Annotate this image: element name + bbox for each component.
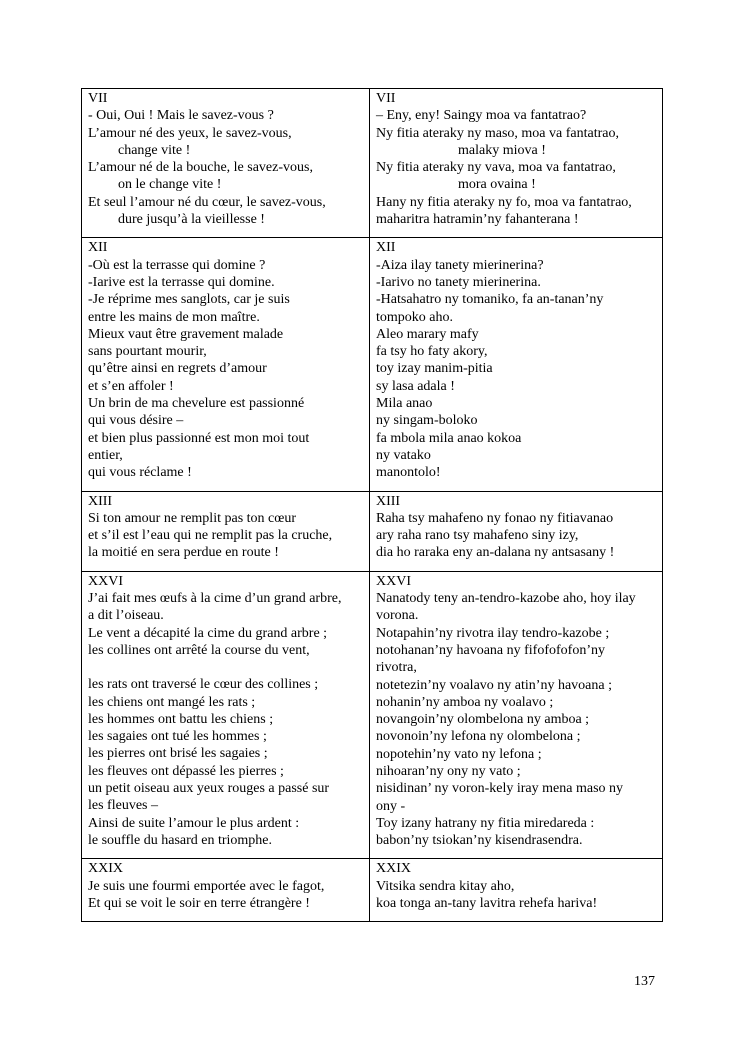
verse-line: L’amour né des yeux, le savez-vous,: [88, 125, 292, 141]
verse-line: Ainsi de suite l’amour le plus ardent :: [88, 815, 300, 831]
french-stanza-cell: [82, 238, 370, 491]
verse-line: sans pourtant mourir,: [88, 344, 207, 360]
stanza-number: XII: [376, 240, 396, 256]
verse-line: et bien plus passionné est mon moi tout: [88, 430, 310, 446]
stanza-number: XXVI: [376, 573, 411, 589]
verse-line: Raha tsy mahafeno ny fonao ny fitiavanao: [376, 510, 614, 526]
poem-table-body: [82, 89, 663, 922]
stanza-number: XXVI: [88, 573, 123, 589]
verse-line: les chiens ont mangé les rats ;: [88, 694, 256, 710]
verse-line: Je suis une fourmi emportée avec le fagot,: [88, 878, 325, 894]
verse-line: sy lasa adala !: [376, 378, 455, 394]
verse-line: les sagaies ont tué les hommes ;: [88, 729, 267, 745]
french-stanza-cell: [82, 859, 370, 922]
verse-line: ny vatako: [376, 447, 431, 463]
bilingual-poem-table: [81, 88, 663, 922]
verse-line: -Je réprime mes sanglots, car je suis: [88, 292, 290, 308]
verse-line: qu’être ainsi en regrets d’amour: [88, 361, 267, 377]
stanza-number: XXIX: [376, 861, 411, 877]
verse-line: koa tonga an-tany lavitra rehefa hariva!: [376, 896, 598, 912]
verse-line: dure jusqu’à la vieillesse !: [118, 212, 265, 228]
verse-line: ary raha rano tsy mahafeno siny izy,: [376, 528, 579, 544]
malagasy-stanza-cell: [370, 859, 663, 922]
verse-line: les fleuves –: [88, 798, 158, 814]
verse-line: -Aiza ilay tanety mierinerina?: [376, 257, 544, 273]
stanza-row: [82, 89, 663, 238]
verse-line: vorona.: [376, 608, 419, 624]
stanza-row: [82, 571, 663, 859]
verse-line: dia ho raraka eny an-dalana ny antsasany !: [376, 545, 615, 561]
verse-line: manontolo!: [376, 465, 441, 481]
verse-line: a dit l’oiseau.: [88, 608, 164, 624]
verse-line: et s’en affoler !: [88, 378, 174, 394]
verse-line: ony -: [376, 798, 406, 814]
verse-line: entre les mains de mon maître.: [88, 309, 260, 325]
verse-line: et s’il est l’eau qui ne remplit pas la cruche,: [88, 528, 333, 544]
verse-line: Ny fitia ateraky ny vava, moa va fantatrao,: [376, 160, 616, 176]
verse-line: ny singam-boloko: [376, 413, 478, 429]
verse-line: nisidinan’ ny voron-kely iray mena maso ny: [376, 781, 624, 797]
verse-line: Mieux vaut être gravement malade: [88, 326, 284, 342]
french-stanza-cell: [82, 571, 370, 859]
verse-line: toy izay manim-pitia: [376, 361, 493, 377]
verse-line: babon’ny tsiokan’ny kisendrasendra.: [376, 833, 583, 849]
verse-line: Ny fitia ateraky ny maso, moa va fantatrao,: [376, 125, 619, 141]
malagasy-stanza-cell: [370, 238, 663, 491]
verse-line: rivotra,: [376, 660, 417, 676]
verse-line: les rats ont traversé le cœur des collines ;: [88, 677, 319, 693]
malagasy-stanza-cell: [370, 89, 663, 238]
verse-line: entier,: [88, 447, 123, 463]
verse-line: tompoko aho.: [376, 309, 453, 325]
verse-line: -Hatsahatro ny tomaniko, fa an-tanan’ny: [376, 292, 604, 308]
verse-line: Vitsika sendra kitay aho,: [376, 878, 515, 894]
verse-line: les pierres ont brisé les sagaies ;: [88, 746, 268, 762]
verse-line: les collines ont arrêté la course du vent,: [88, 642, 310, 658]
verse-line: nopotehin’ny vato ny lefona ;: [376, 746, 542, 762]
verse-line: -Iarive est la terrasse qui domine.: [88, 274, 275, 290]
stanza-number: XXIX: [88, 861, 123, 877]
verse-line: fa mbola mila anao kokoa: [376, 430, 522, 446]
verse-line: notetezin’ny voalavo ny atin’ny havoana ;: [376, 677, 612, 693]
malagasy-stanza-cell: [370, 571, 663, 859]
verse-line: – Eny, eny! Saingy moa va fantatrao?: [376, 108, 587, 124]
verse-line: maharitra hatramin’ny fahanterana !: [376, 212, 579, 228]
verse-line: Nanatody teny an-tendro-kazobe aho, hoy ilay: [376, 591, 636, 607]
verse-line: qui vous désire –: [88, 413, 184, 429]
verse-line: Si ton amour ne remplit pas ton cœur: [88, 510, 297, 526]
french-stanza-cell: [82, 491, 370, 571]
verse-line: un petit oiseau aux yeux rouges a passé sur: [88, 780, 330, 796]
french-stanza-cell: [82, 89, 370, 238]
verse-line: -Où est la terrasse qui domine ?: [88, 257, 266, 273]
verse-line: J’ai fait mes œufs à la cime d’un grand arbre,: [88, 591, 342, 607]
verse-line: - Oui, Oui ! Mais le savez-vous ?: [88, 108, 274, 124]
verse-line: le souffle du hasard en triomphe.: [88, 832, 273, 848]
verse-line: Notapahin’ny rivotra ilay tendro-kazobe ;: [376, 625, 610, 641]
verse-line: Toy izany hatrany ny fitia miredareda :: [376, 815, 595, 831]
verse-line: la moitié en sera perdue en route !: [88, 545, 279, 561]
verse-line: on le change vite !: [118, 177, 222, 193]
stanza-number: VII: [88, 91, 108, 106]
stanza-gap: [88, 659, 365, 676]
stanza-number: XIII: [376, 493, 401, 509]
verse-line: Un brin de ma chevelure est passionné: [88, 396, 305, 412]
stanza-row: [82, 491, 663, 571]
verse-line: fa tsy ho faty akory,: [376, 344, 488, 360]
verse-line: novangoin’ny olombelona ny amboa ;: [376, 712, 590, 728]
verse-line: Et qui se voit le soir en terre étrangère !: [88, 896, 310, 912]
verse-line: Mila anao: [376, 396, 433, 412]
verse-line: les hommes ont battu les chiens ;: [88, 711, 274, 727]
verse-line: qui vous réclame !: [88, 465, 192, 481]
verse-line: nohanin’ny amboa ny voalavo ;: [376, 694, 554, 710]
verse-line: Hany ny fitia ateraky ny fo, moa va fantatrao,: [376, 194, 632, 210]
malagasy-stanza-cell: [370, 491, 663, 571]
verse-line: nihoaran’ny ony ny vato ;: [376, 763, 521, 779]
verse-line: notohanan’ny havoana ny fifofofofon’ny: [376, 642, 605, 658]
stanza-row: [82, 238, 663, 491]
verse-line: mora ovaina !: [458, 177, 536, 193]
verse-line: L’amour né de la bouche, le savez-vous,: [88, 160, 313, 176]
verse-line: -Iarivo no tanety mierinerina.: [376, 274, 541, 290]
stanza-number: XIII: [88, 493, 113, 509]
verse-line: novonoin’ny lefona ny olombelona ;: [376, 729, 581, 745]
stanza-row: [82, 859, 663, 922]
stanza-number: VII: [376, 91, 396, 106]
verse-line: Aleo marary mafy: [376, 326, 479, 342]
verse-line: malaky miova !: [458, 142, 546, 158]
verse-line: les fleuves ont dépassé les pierres ;: [88, 763, 284, 779]
stanza-number: XII: [88, 240, 108, 256]
verse-line: Le vent a décapité la cime du grand arbre ;: [88, 625, 328, 641]
verse-line: change vite !: [118, 142, 191, 158]
page-number: 137: [634, 974, 655, 989]
verse-line: Et seul l’amour né du cœur, le savez-vous,: [88, 194, 326, 210]
